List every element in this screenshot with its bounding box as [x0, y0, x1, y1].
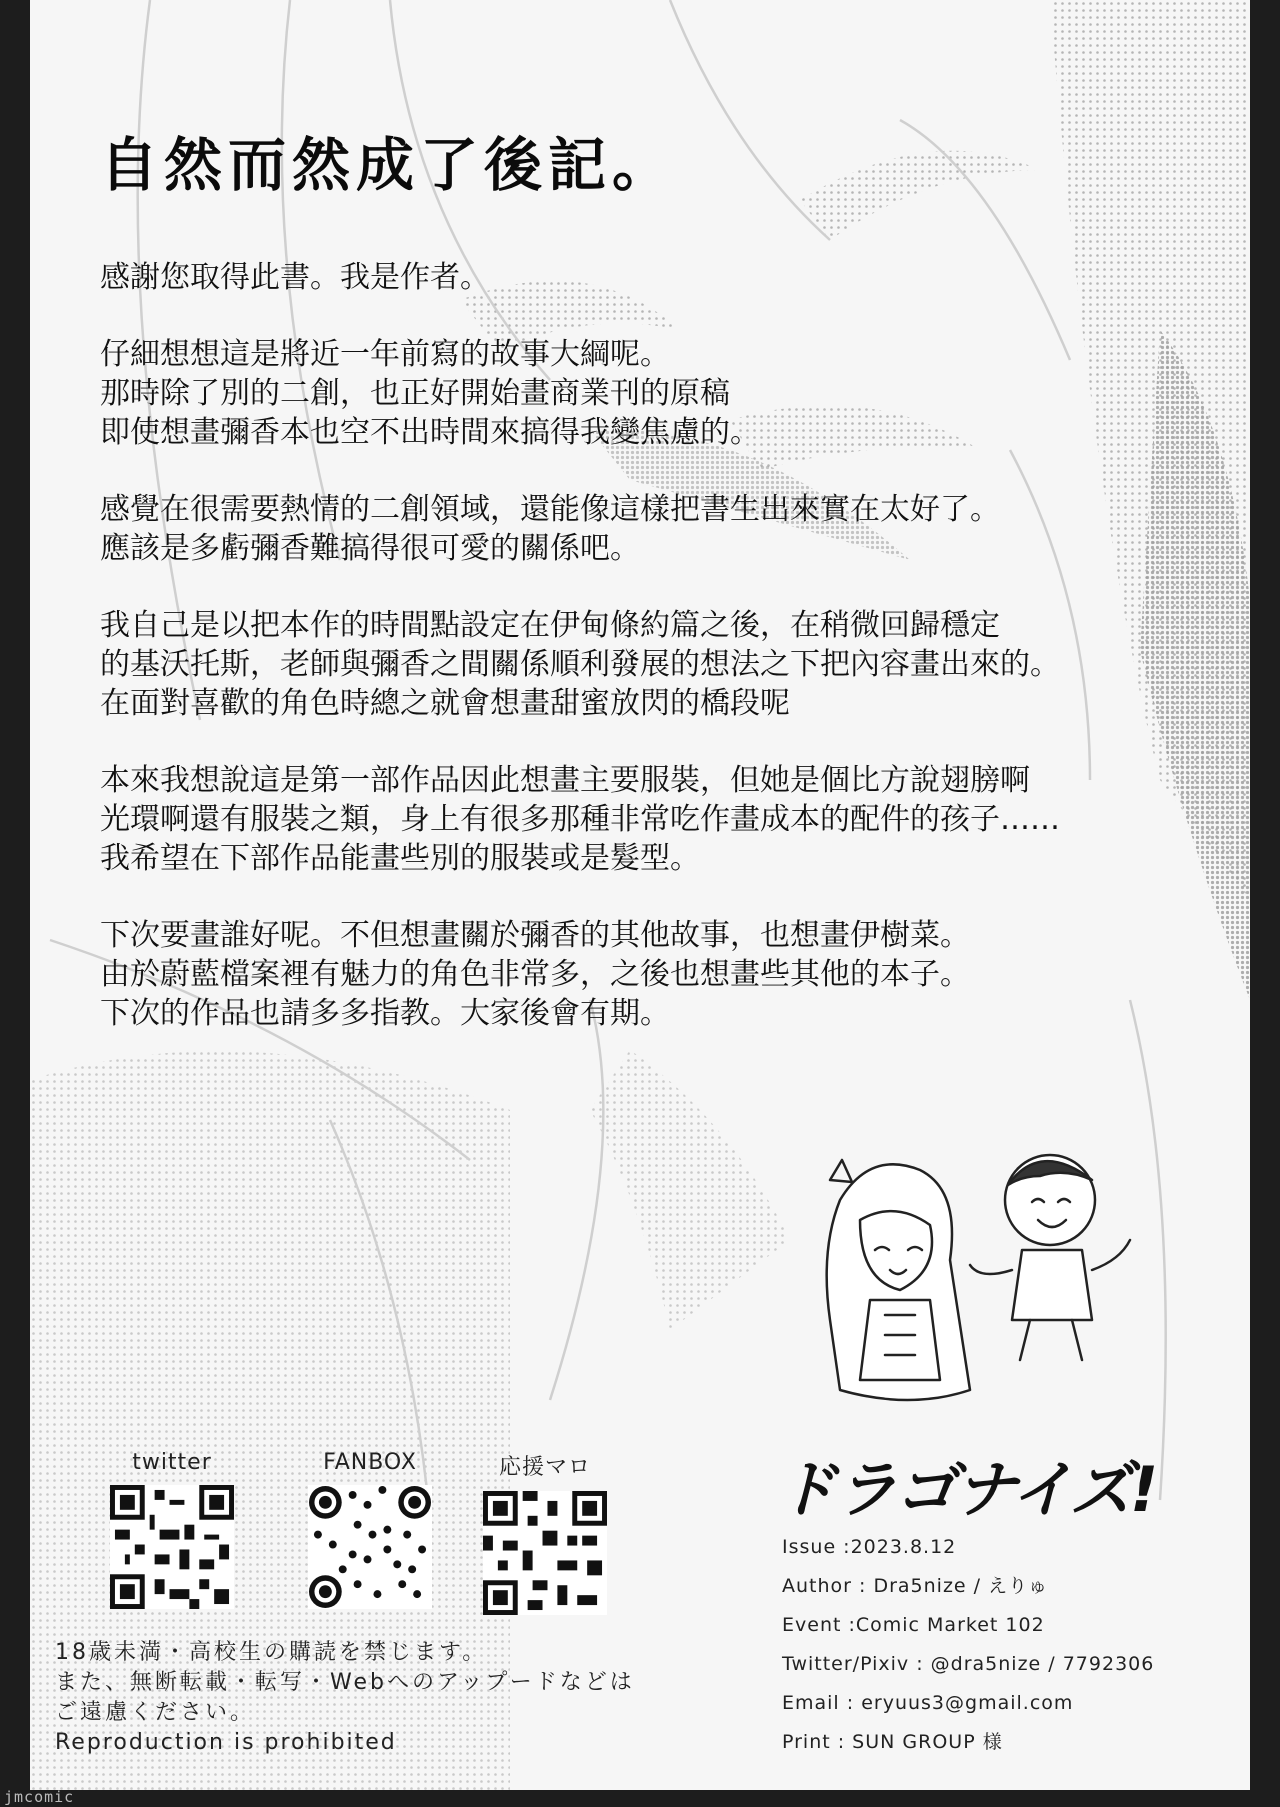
text-line: 在面對喜歡的角色時總之就會想畫甜蜜放閃的橋段呢	[100, 686, 790, 721]
text-line: 下次的作品也請多多指教。大家後會有期。	[100, 996, 670, 1031]
qr-code-icon[interactable]	[110, 1485, 234, 1609]
qr-label: FANBOX	[323, 1450, 417, 1475]
text-line: 的基沃托斯，老師與彌香之間關係順利發展的想法之下把內容畫出來的。	[100, 647, 1060, 682]
paragraph	[100, 916, 1150, 1033]
paragraph	[100, 335, 1150, 452]
afterword-page	[30, 0, 1250, 1790]
paragraph	[100, 761, 1150, 878]
reproduction-notice: Reproduction is prohibited	[55, 1730, 397, 1755]
site-watermark: jmcomic	[4, 1788, 75, 1806]
qr-code-icon[interactable]	[483, 1491, 607, 1615]
qr-fanbox[interactable]	[300, 1450, 440, 1609]
notice-line: 18歳未満・高校生の購読を禁じます。	[55, 1640, 488, 1665]
event-info: Event :Comic Market 102	[782, 1614, 1045, 1636]
text-line: 應該是多虧彌香難搞得很可愛的關係吧。	[100, 531, 640, 566]
chibi-characters-illustration	[800, 1140, 1140, 1420]
colophon	[782, 1528, 1202, 1762]
text-line: 本來我想說這是第一部作品因此想畫主要服裝，但她是個比方說翅膀啊	[100, 763, 1030, 798]
page-title: 自然而然成了後記。	[100, 131, 677, 199]
qr-label: twitter	[132, 1450, 212, 1475]
text-line: 由於蔚藍檔案裡有魅力的角色非常多，之後也想畫些其他的本子。	[100, 957, 970, 992]
qr-code-icon[interactable]	[308, 1485, 432, 1609]
qr-twitter[interactable]	[102, 1450, 242, 1609]
text-line: 下次要畫誰好呢。不但想畫關於彌香的其他故事，也想畫伊樹菜。	[100, 918, 970, 953]
qr-marshmallow[interactable]	[475, 1450, 615, 1615]
notice-line: また、無断転載・転写・Webへのアップードなどは	[55, 1670, 635, 1695]
text-line: 感謝您取得此書。我是作者。	[100, 260, 490, 295]
text-line: 即使想畫彌香本也空不出時間來搞得我變焦慮的。	[100, 415, 760, 450]
social-handles: Twitter/Pixiv : @dra5nize / 7792306	[782, 1653, 1155, 1675]
text-line: 我希望在下部作品能畫些別的服裝或是髮型。	[100, 841, 700, 876]
text-line: 光環啊還有服裝之類，身上有很多那種非常吃作畫成本的配件的孩子……	[100, 802, 1060, 837]
issue-date: Issue :2023.8.12	[782, 1536, 957, 1558]
text-line: 仔細想想這是將近一年前寫的故事大綱呢。	[100, 337, 670, 372]
qr-label: 応援マロ	[498, 1455, 591, 1480]
text-line: 我自己是以把本作的時間點設定在伊甸條約篇之後，在稍微回歸穩定	[100, 608, 1000, 643]
circle-logo: ドラゴナイズ!	[775, 1453, 1157, 1526]
paragraph	[100, 490, 1150, 568]
text-line: 那時除了別的二創，也正好開始畫商業刊的原稿	[100, 376, 730, 411]
printer-info: Print : SUN GROUP 様	[782, 1731, 1003, 1753]
text-line: 感覺在很需要熱情的二創領域，還能像這樣把書生出來實在太好了。	[100, 492, 1000, 527]
legal-notice	[55, 1638, 695, 1758]
notice-line: ご遠慮ください。	[55, 1700, 256, 1725]
paragraph	[100, 258, 1150, 297]
author-info: Author : Dra5nize / えりゅ	[782, 1575, 1049, 1597]
afterword-body	[100, 258, 1150, 1071]
email-address: Email : eryuus3@gmail.com	[782, 1692, 1074, 1714]
paragraph	[100, 606, 1150, 723]
